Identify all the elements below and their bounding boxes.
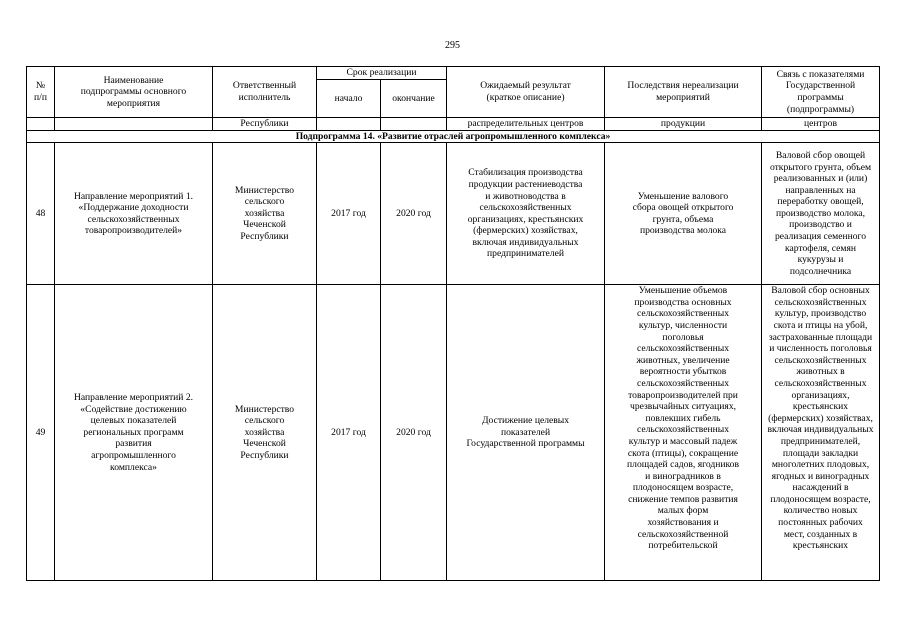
row-result: Достижение целевых показателей Государственной программы xyxy=(447,285,605,581)
header-executor: Ответственный исполнитель xyxy=(213,67,317,118)
continuation-executor: Республики xyxy=(213,118,317,131)
table-row xyxy=(27,143,880,285)
header-num: № п/п xyxy=(27,67,55,118)
continuation-result: распределительных центров xyxy=(447,118,605,131)
row-consequences: Уменьшение валового сбора овощей открытого грунта, объема производства молока xyxy=(605,143,762,285)
row-end: 2020 год xyxy=(381,143,447,285)
continuation-link: центров xyxy=(762,118,880,131)
row-name: Направление мероприятий 2. «Содействие достижению целевых показателей региональных программ развития агропромышленного комплекса» xyxy=(55,285,213,581)
program-table xyxy=(26,66,880,581)
header-end: окончание xyxy=(381,80,447,118)
row-link: Валовой сбор овощей открытого грунта, объем реализованных и (или) направленных на переработку овощей, производство молока, производство и реализация семенного картофеля, семян кукурузы и подсолнечника xyxy=(762,143,880,285)
row-link: Валовой сбор основных сельскохозяйственных культур, производство скота и птицы на убой, застрахованные площади и численность поголовья сельскохозяйственных животных в сельскохозяйственных организациях, крестьянских (фермерских) хозяйствах, включая индивидуальных предпринимателей, площади закладки многолетних плодовых, ягодных и виноградных насаждений в плодоносящем возрасте, количество новых постоянных рабочих мест, созданных в крестьянских xyxy=(762,285,880,581)
continuation-consequences: продукции xyxy=(605,118,762,131)
table-row xyxy=(27,285,880,581)
subprogram-row xyxy=(27,130,880,143)
continuation-row xyxy=(27,118,880,131)
row-executor: Министерство сельского хозяйства Чеченской Республики xyxy=(213,285,317,581)
row-num: 49 xyxy=(27,285,55,581)
row-result: Стабилизация производства продукции растениеводства и животноводства в сельскохозяйственных организациях, крестьянских (фермерских) хозяйствах, включая индивидуальных предпринимателей xyxy=(447,143,605,285)
row-num: 48 xyxy=(27,143,55,285)
subprogram-title: Подпрограмма 14. «Развитие отраслей агропромышленного комплекса» xyxy=(27,130,880,143)
header-row-1 xyxy=(27,67,880,80)
row-name: Направление мероприятий 1. «Поддержание доходности сельскохозяйственных товаропроизводителей» xyxy=(55,143,213,285)
page-number: 295 xyxy=(445,40,460,51)
header-period: Срок реализации xyxy=(317,67,447,80)
header-start: начало xyxy=(317,80,381,118)
row-start: 2017 год xyxy=(317,143,381,285)
row-start: 2017 год xyxy=(317,285,381,581)
row-end: 2020 год xyxy=(381,285,447,581)
row-consequences: Уменьшение объемов производства основных сельскохозяйственных культур, численности поголовья сельскохозяйственных животных, увеличение вероятности убытков сельскохозяйственных товаропроизводителей при чрезвычайных ситуациях, повлекших гибель сельскохозяйственных культур и массовый падеж скота (птицы), сокращение площадей садов, ягодников и виноградников в плодоносящем возрасте, снижение темпов развития малых форм хозяйствования и сельскохозяйственной потребительской xyxy=(605,285,762,581)
header-link: Связь с показателями Государственной программы (подпрограммы) xyxy=(762,67,880,118)
header-result: Ожидаемый результат (краткое описание) xyxy=(447,67,605,118)
header-name: Наименование подпрограммы основного мероприятия xyxy=(55,67,213,118)
header-consequences: Последствия нереализации мероприятий xyxy=(605,67,762,118)
row-executor: Министерство сельского хозяйства Чеченской Республики xyxy=(213,143,317,285)
